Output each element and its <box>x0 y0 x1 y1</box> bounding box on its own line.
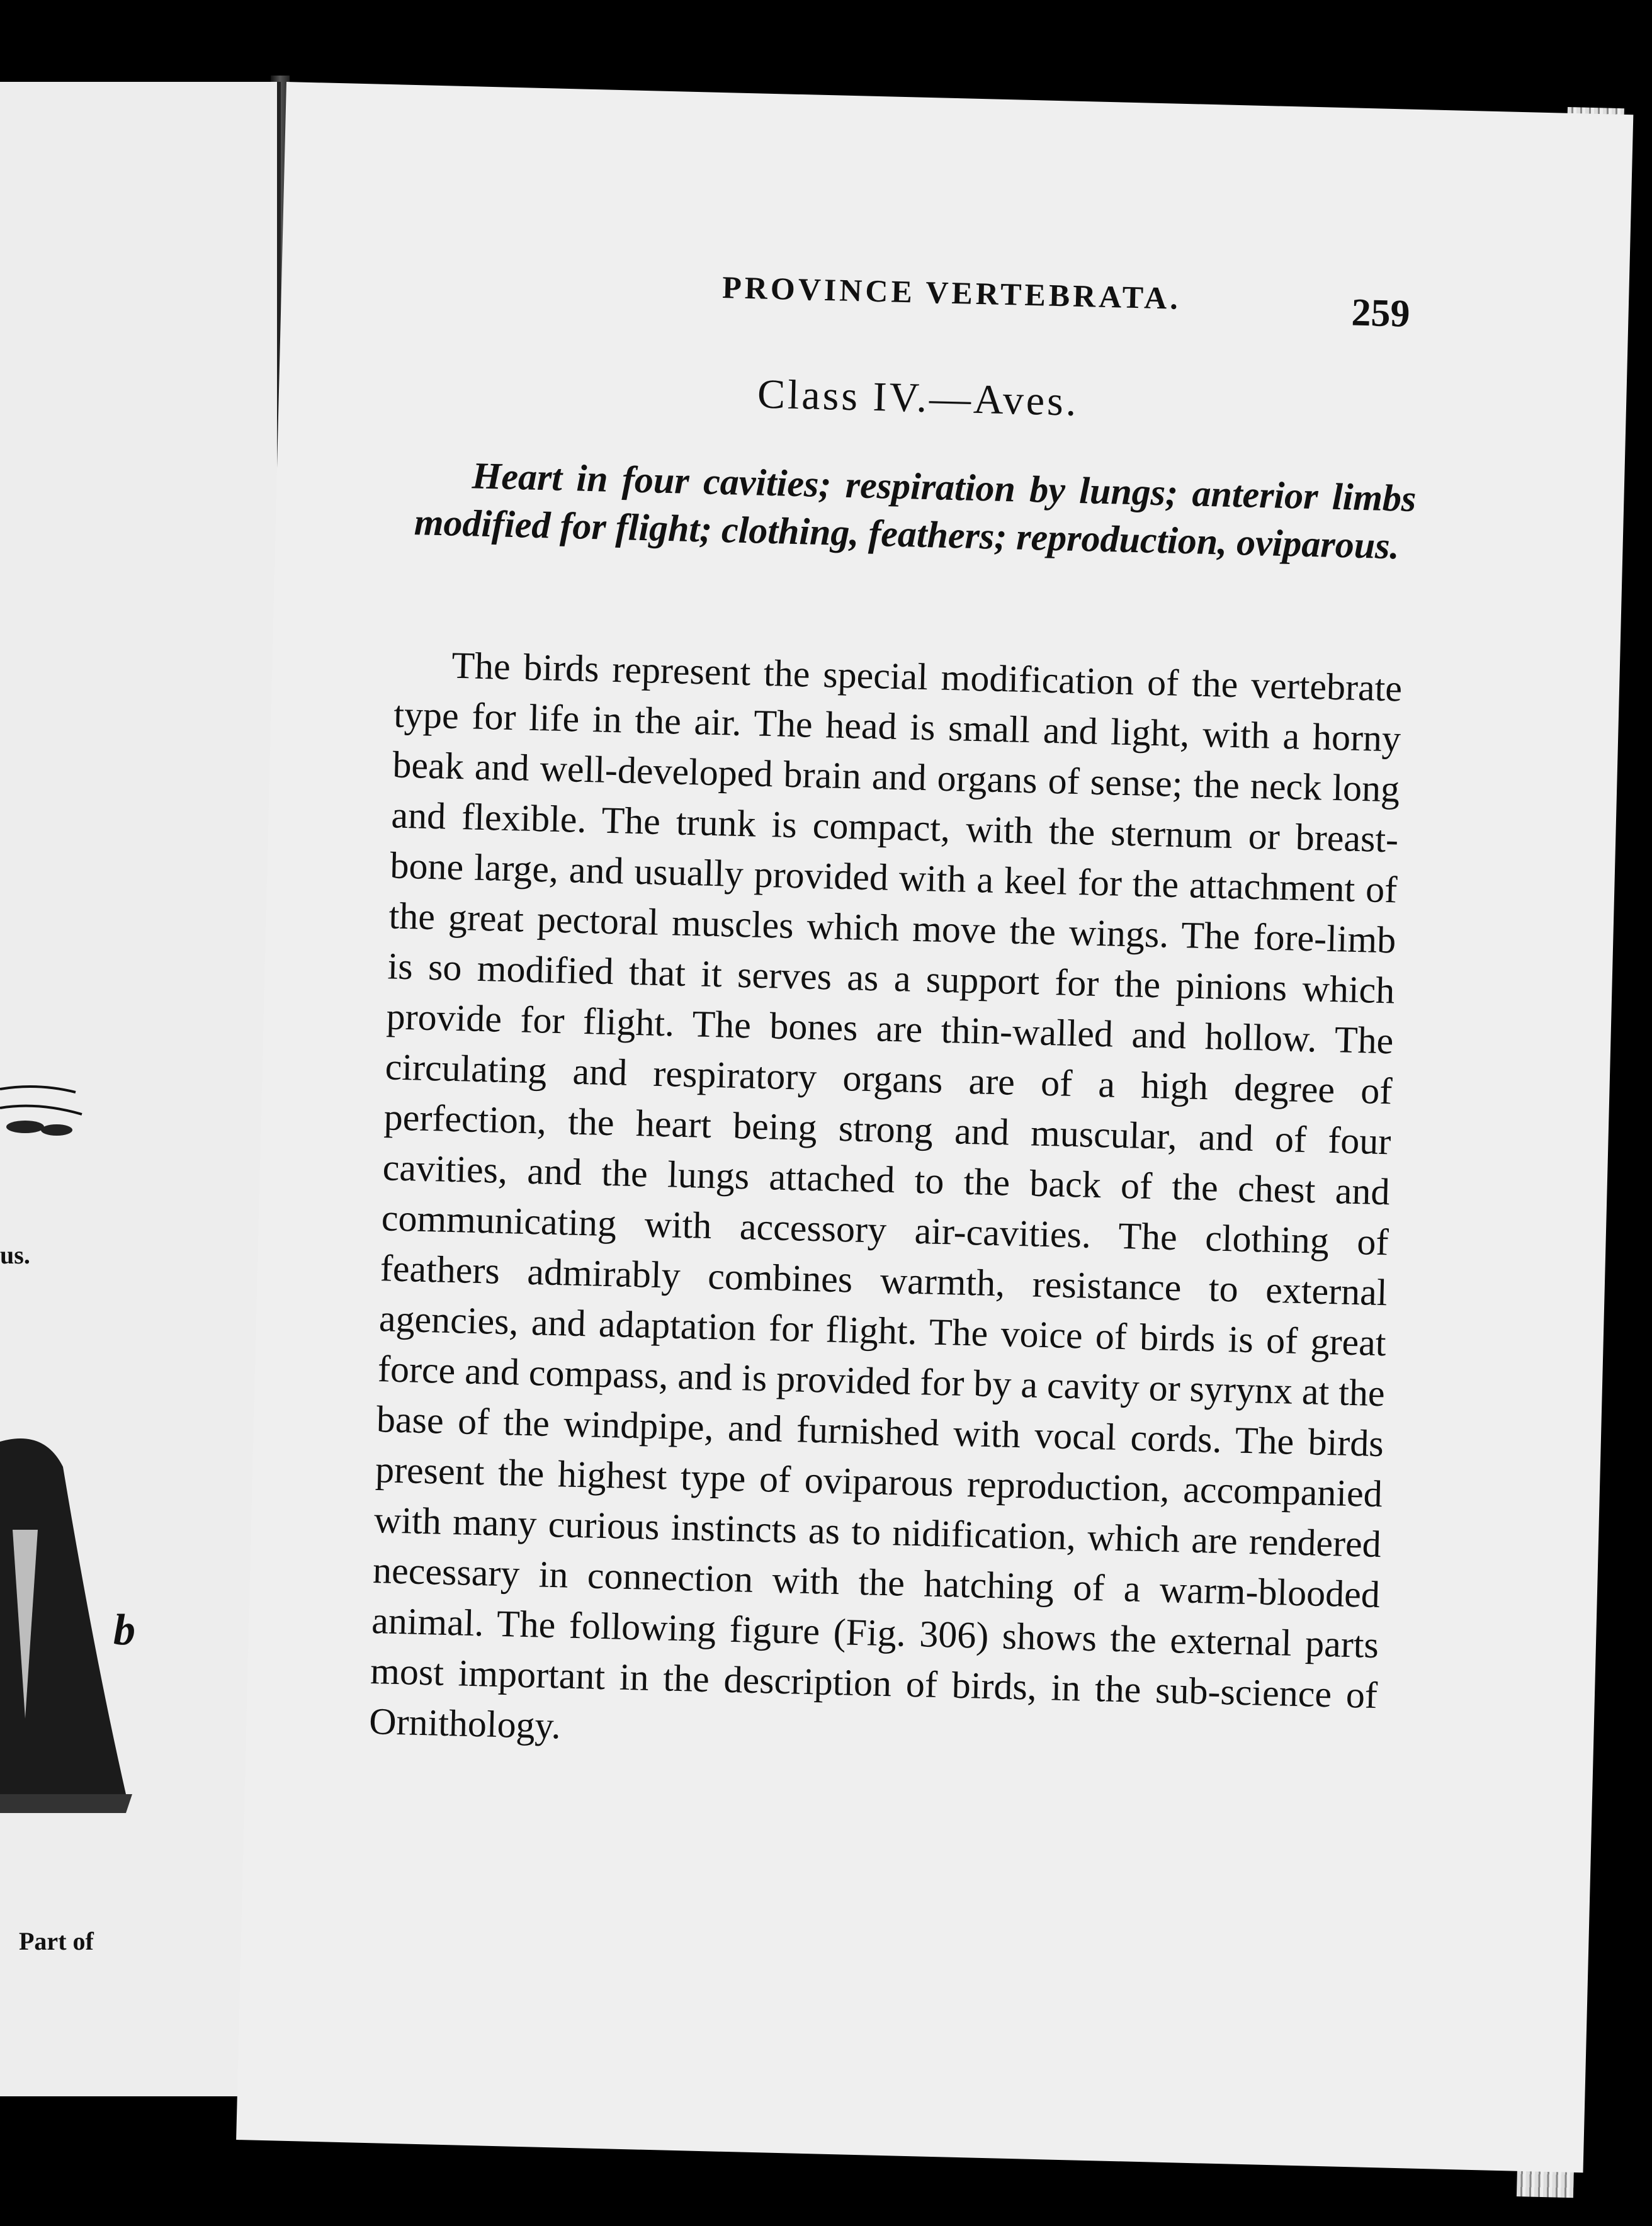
left-figure-fragment <box>0 82 277 2096</box>
right-page <box>236 82 1633 2172</box>
left-page <box>0 82 281 2096</box>
page-number: 259 <box>1350 291 1411 336</box>
body-paragraph: The birds represent the special modification of the vertebrate type for life in the air. The head is small and light, with a horny beak and well-developed brain and organs of sense; the neck long and flexible. The trunk is compact, with the sternum or breast-bone large, and usually provided with a keel for the attachment of the great pectoral muscles which move the wings. The fore-limb is so modified that it serves as a support for the pinions which provide for flight. The bones are thin-walled and hollow. The circulating and respiratory organs are of a high degree of perfection, the heart being strong and muscular, and of four cavities, and the lungs attached to the back of the chest and communicating with accessory air-cavities. The clothing of feathers admirably combines warmth, resistance to external agencies, and adaptation for flight. The voice of birds is of great force and compass, and is provided for by a cavity or syrynx at the base of the windpipe, and furnished with vocal cords. The birds present the highest type of oviparous reproduction, accompanied with many curious instincts as to nidification, which are rendered necessary in connection with the hatching of a warm-blooded animal. The following figure (Fig. 306) shows the external parts most important in the description of birds, in the sub-science of Ornithology. <box>368 644 1403 1747</box>
left-caption-fragment: Part of <box>19 1927 94 1955</box>
figure-letter: b <box>113 1606 135 1654</box>
class-summary: Heart in four cavities; respiration by lungs; anterior limbs modified for flight; clothing, feathers; reproduction, oviparous. <box>414 455 1417 567</box>
left-label-fragment: us. <box>0 1241 30 1269</box>
class-title: Class IV.—Aves. <box>757 371 1080 425</box>
running-head: PROVINCE VERTEBRATA. <box>721 269 1182 316</box>
